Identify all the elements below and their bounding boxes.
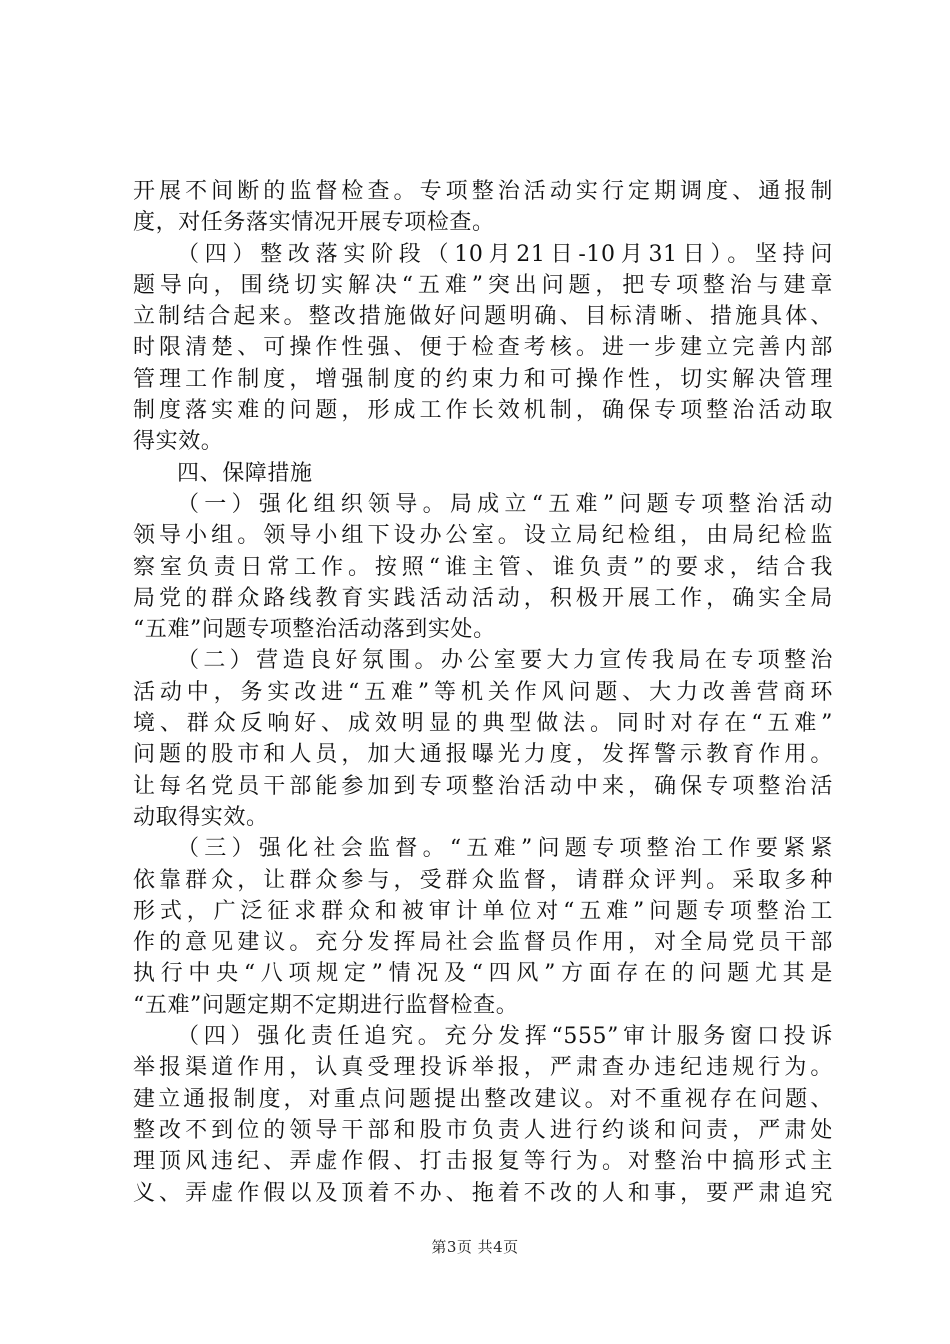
- text-line: （二）营造良好氛围。办公室要大力宣传我局在专项整治: [177, 648, 833, 674]
- text-line: （四）强化责任追究。充分发挥“555”审计服务窗口投诉: [177, 1024, 833, 1050]
- text-line: （四）整改落实阶段（10月21日-10月31日）。坚持问: [177, 241, 833, 267]
- text-line: 局党的群众路线教育实践活动活动，积极开展工作，确实全局: [133, 585, 833, 611]
- text-line: 题导向，围绕切实解决“五难”突出问题，把专项整治与建章: [133, 272, 833, 298]
- text-line: 制度落实难的问题，形成工作长效机制，确保专项整治活动取: [133, 398, 833, 424]
- text-line: 活动中，务实改进“五难”等机关作风问题、大力改善营商环: [133, 679, 833, 705]
- text-line: 开展不间断的监督检查。专项整治活动实行定期调度、通报制: [133, 179, 833, 204]
- text-line: 义、弄虚作假以及顶着不办、拖着不改的人和事，要严肃追究: [133, 1180, 833, 1206]
- document-body: [133, 176, 833, 1209]
- text-line: “五难”问题专项整治活动落到实处。: [133, 617, 496, 643]
- text-line: 度，对任务落实情况开展专项检查。: [133, 210, 495, 236]
- text-line: 整改不到位的领导干部和股市负责人进行约谈和问责，严肃处: [133, 1117, 833, 1143]
- text-line: 管理工作制度，增强制度的约束力和可操作性，切实解决管理: [133, 366, 833, 392]
- text-line: 依靠群众，让群众参与，受群众监督，请群众评判。采取多种: [133, 867, 833, 893]
- text-line: （一）强化组织领导。局成立“五难”问题专项整治活动: [177, 491, 833, 517]
- text-line: 形式，广泛征求群众和被审计单位对“五难”问题专项整治工: [133, 898, 833, 924]
- text-line: 时限清楚、可操作性强、便于检查考核。进一步建立完善内部: [133, 335, 833, 361]
- text-line: 动取得实效。: [133, 804, 269, 830]
- text-line: （三）强化社会监督。“五难”问题专项整治工作要紧紧: [177, 836, 833, 862]
- page-number-footer: 第3页 共4页: [431, 1238, 519, 1256]
- section-heading: 四、保障措施: [177, 460, 313, 486]
- text-line: 领导小组。领导小组下设办公室。设立局纪检组，由局纪检监: [133, 523, 833, 549]
- text-line: 境、群众反响好、成效明显的典型做法。同时对存在“五难”: [133, 711, 833, 737]
- text-line: 问题的股市和人员，加大通报曝光力度，发挥警示教育作用。: [133, 742, 833, 768]
- text-line: 举报渠道作用，认真受理投诉举报，严肃查办违纪违规行为。: [133, 1055, 833, 1081]
- text-line: 立制结合起来。整改措施做好问题明确、目标清晰、措施具体、: [133, 304, 833, 330]
- text-line: 察室负责日常工作。按照“谁主管、谁负责”的要求，结合我: [133, 554, 833, 580]
- text-line: “五难”问题定期不定期进行监督检查。: [133, 992, 519, 1018]
- text-line: 让每名党员干部能参加到专项整治活动中来，确保专项整治活: [133, 773, 833, 799]
- text-line: 作的意见建议。充分发挥局社会监督员作用，对全局党员干部: [133, 930, 833, 956]
- text-line: 理顶风违纪、弄虚作假、打击报复等行为。对整治中搞形式主: [133, 1149, 833, 1175]
- text-line: 建立通报制度，对重点问题提出整改建议。对不重视存在问题、: [133, 1086, 833, 1112]
- text-line: 执行中央“八项规定”情况及“四风”方面存在的问题尤其是: [133, 961, 833, 987]
- text-line: 得实效。: [133, 429, 224, 455]
